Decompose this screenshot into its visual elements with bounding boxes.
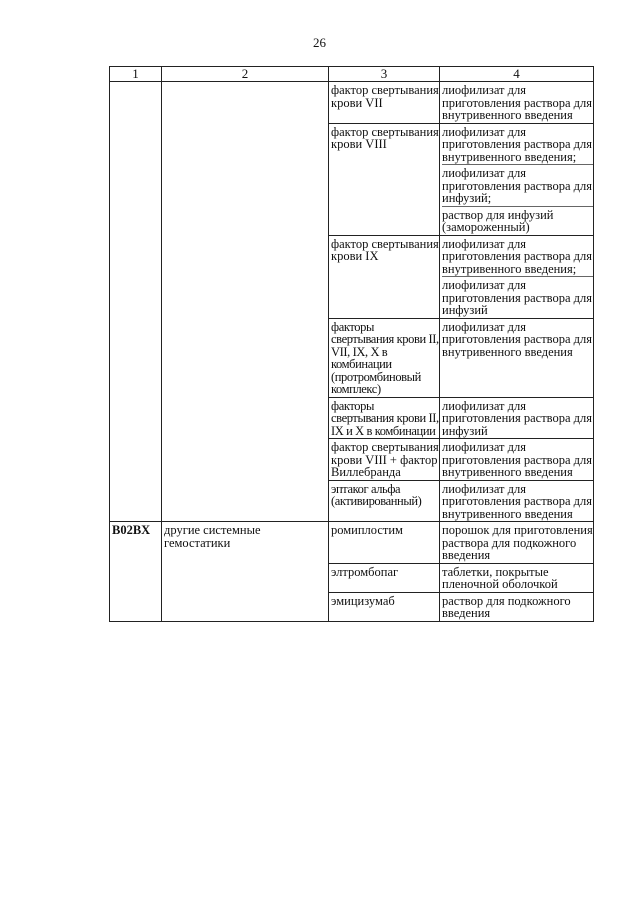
drug-name: факторы свертывания крови II, VII, IX, X в комбинации (протромбиновый комплекс) [331,319,439,396]
drug-name-cell [329,82,440,124]
dosage-form-cell [440,592,594,621]
dosage-form: раствор для инфузий (замороженный) [442,206,593,235]
group-name-cell [162,82,329,522]
drug-name: факторы свертывания крови II, IX и X в комбинации [331,398,439,438]
dosage-form: раствор для подкожного введения [442,593,571,620]
drug-table [109,66,594,622]
drug-name-cell [329,318,440,397]
drug-name: эптаког альфа (активированный) [331,481,422,508]
table-body [110,67,594,622]
dosage-form: лиофилизат для приготовления раствора для внутривенного введения [442,83,592,122]
drug-name-cell [329,397,440,439]
table-row [110,522,594,564]
dosage-form-cell [440,235,594,318]
drug-name: эмицизумаб [331,593,395,608]
dosage-form-cell [440,480,594,522]
drug-name: фактор свертывания крови VII [331,83,439,110]
column-number: 1 [110,67,162,82]
dosage-form-cell [440,82,594,124]
column-number: 2 [162,67,329,82]
dosage-form-cell [440,123,594,235]
dosage-form: лиофилизат для приготовления раствора для внутривенного введения; [442,124,592,164]
dosage-form: лиофилизат для приготовления раствора для инфузий; [442,166,592,205]
dosage-form: лиофилизат для приготовления раствора для инфузий [442,398,592,438]
dosage-form: лиофилизат для приготовления раствора для инфузий [442,278,592,317]
drug-name: ромиплостим [331,523,403,537]
table-row [110,82,594,124]
drug-name-cell [329,592,440,621]
drug-name-cell [329,480,440,522]
dosage-form: лиофилизат для приготовления раствора для внутривенного введения; [442,236,592,276]
drug-name-cell [329,563,440,592]
drug-name: фактор свертывания крови VIII [331,124,439,151]
atc-code-cell [110,82,162,522]
drug-name-cell [329,235,440,318]
dosage-form: лиофилизат для приготовления раствора для внутривенного введения [442,481,592,521]
column-number-row [110,67,594,82]
drug-name: фактор свертывания крови VIII + фактор Виллебранда [331,440,439,479]
drug-name: элтромбопаг [331,564,399,579]
atc-code-cell: B02BX [110,522,162,622]
group-name-cell: другие системные гемостатики [162,522,329,622]
drug-name-cell [329,123,440,235]
dosage-form-cell [440,563,594,592]
dosage-form: таблетки, покрытые пленочной оболочкой [442,564,558,591]
dosage-form-cell [440,318,594,397]
column-number: 4 [440,67,594,82]
dosage-form-cell [440,522,594,564]
dosage-form: порошок для приготовления раствора для подкожного введения [442,523,593,562]
dosage-form: лиофилизат для приготовления раствора для внутривенного введения [442,440,592,479]
drug-name: фактор свертывания крови IX [331,236,439,263]
dosage-form: лиофилизат для приготовления раствора для внутривенного введения [442,319,592,359]
dosage-form-cell [440,397,594,439]
drug-name-cell [329,439,440,481]
drug-name-cell [329,522,440,564]
page-number: 26 [313,35,326,50]
dosage-form-cell [440,439,594,481]
column-number: 3 [329,67,440,82]
